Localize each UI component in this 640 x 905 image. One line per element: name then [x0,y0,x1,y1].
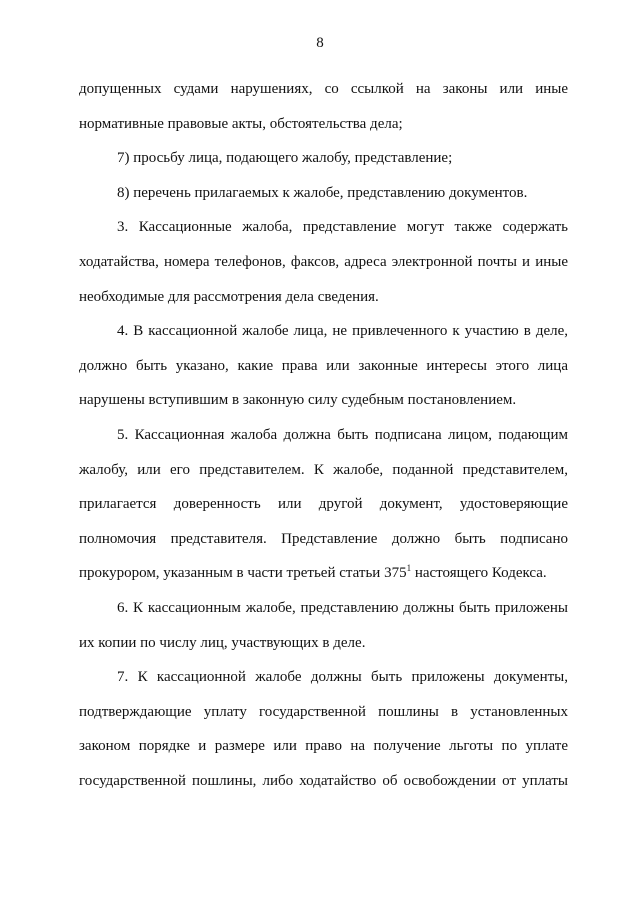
list-item-8 [79,176,568,211]
text-fragment: настоящего Кодекса. [411,565,547,582]
text-line: необходимые для рассмотрения дела сведения. [79,288,379,305]
text-line: 4. В кассационной жалобе лица, не привлеченного к участию в деле, [117,323,568,340]
paragraph-4 [79,314,568,418]
text-line: полномочия представителя. Представление должно быть подписано [79,530,568,547]
paragraph-5 [79,418,568,591]
list-item-7 [79,141,568,176]
text-line: 8) перечень прилагаемых к жалобе, представлению документов. [117,184,528,201]
paragraph-3 [79,210,568,314]
text-line: подтверждающие уплату государственной пошлины в установленных [79,703,568,720]
text-line: должно быть указано, какие права или законные интересы этого лица [79,357,568,374]
text-line: 6. К кассационным жалобе, представлению должны быть приложены [117,599,568,616]
page-number: 8 [316,35,324,51]
text-line: 7. К кассационной жалобе должны быть приложены документы, [117,669,568,686]
superscript-article-index: 1 [406,563,412,574]
text-line: нормативные правовые акты, обстоятельства дела; [79,115,403,132]
paragraph-continuation [79,72,568,141]
text-line: нарушены вступившим в законную силу судебным постановлением. [79,392,517,409]
text-line: ходатайства, номера телефонов, факсов, адреса электронной почты и иные [79,253,568,270]
text-line: жалобу, или его представителем. К жалобе, поданной представителем, [79,461,568,478]
text-line: допущенных судами нарушениях, со ссылкой на законы или иные [79,81,568,97]
text-line: 7) просьбу лица, подающего жалобу, представление; [117,150,453,167]
document-body [79,72,568,798]
text-fragment: прокурором, указанным в части третьей статьи 375 [79,565,407,582]
text-line: 3. Кассационные жалоба, представление могут также содержать [117,219,568,236]
text-line: законом порядке и размере или право на получение льготы по уплате [79,738,568,755]
text-line: их копии по числу лиц, участвующих в деле. [79,634,366,651]
text-line: прилагается доверенность или другой документ, удостоверяющие [79,496,568,513]
text-line: 5. Кассационная жалоба должна быть подписана лицом, подающим [117,426,568,443]
paragraph-7 [79,660,568,798]
paragraph-6 [79,591,568,660]
text-line [79,556,568,591]
text-line: государственной пошлины, либо ходатайство об освобождении от уплаты [79,772,568,789]
